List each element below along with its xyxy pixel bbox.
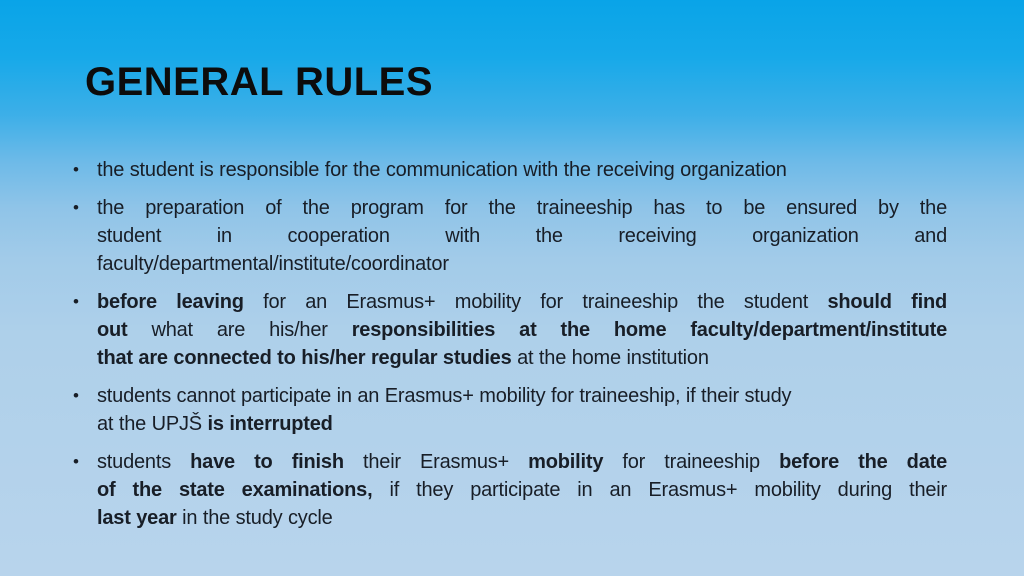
bullet-text-line bbox=[97, 448, 947, 476]
bullet-list bbox=[73, 156, 947, 542]
text-segment: for an Erasmus+ mobility for traineeship the student bbox=[243, 291, 828, 313]
text-segment: students bbox=[97, 451, 191, 473]
text-segment: before leaving bbox=[97, 291, 244, 313]
text-segment: the student is responsible for the communication with the receiving organization bbox=[97, 159, 787, 181]
bullet-text-line bbox=[97, 222, 947, 250]
text-segment: responsibilities at the home faculty/department/institute bbox=[351, 319, 948, 341]
bullet-lines bbox=[97, 288, 947, 372]
text-segment: faculty/departmental/institute/coordinator bbox=[97, 253, 449, 275]
text-segment: have to finish bbox=[190, 451, 344, 473]
bullet-text-line bbox=[97, 344, 947, 372]
bullet-lines bbox=[97, 194, 947, 278]
bullet-marker: • bbox=[73, 386, 79, 405]
text-segment: at the UPJŠ bbox=[97, 413, 208, 435]
bullet-marker: • bbox=[73, 292, 79, 311]
text-segment: should find bbox=[827, 291, 947, 313]
bullet-text-line bbox=[97, 316, 947, 344]
bullet-marker: • bbox=[73, 160, 79, 179]
bullet-text-line bbox=[97, 194, 947, 222]
text-segment: students cannot participate in an Erasmus+ mobility for traineeship, if their study bbox=[97, 385, 792, 407]
text-segment: mobility bbox=[528, 451, 604, 473]
text-segment: that are connected to his/her regular studies bbox=[97, 347, 512, 369]
text-segment: of the state examinations, bbox=[97, 479, 373, 501]
bullet-item bbox=[73, 448, 947, 532]
bullet-item bbox=[73, 288, 947, 372]
bullet-lines bbox=[97, 156, 947, 184]
bullet-text-line bbox=[97, 410, 947, 438]
bullet-text-line bbox=[97, 156, 947, 184]
bullet-item bbox=[73, 156, 947, 184]
bullet-text-line bbox=[97, 288, 947, 316]
text-segment: what are his/her bbox=[127, 319, 352, 341]
bullet-marker: • bbox=[73, 198, 79, 217]
text-segment: if they participate in an Erasmus+ mobility during their bbox=[372, 479, 947, 501]
bullet-text-line bbox=[97, 382, 947, 410]
text-segment: out bbox=[97, 319, 128, 341]
text-segment: the preparation of the program for the traineeship has to be ensured by the bbox=[97, 197, 947, 219]
slide-title: GENERAL RULES bbox=[85, 60, 434, 104]
bullet-text-line bbox=[97, 476, 947, 504]
bullet-lines bbox=[97, 382, 947, 438]
text-segment: student in cooperation with the receiving organization and bbox=[97, 225, 947, 247]
bullet-text-line bbox=[97, 504, 947, 532]
text-segment: for traineeship bbox=[603, 451, 780, 473]
text-segment: last year bbox=[97, 507, 177, 529]
text-segment: is interrupted bbox=[207, 413, 333, 435]
bullet-item bbox=[73, 194, 947, 278]
bullet-marker: • bbox=[73, 452, 79, 471]
text-segment: their Erasmus+ bbox=[343, 451, 529, 473]
text-segment: at the home institution bbox=[511, 347, 709, 369]
text-segment: in the study cycle bbox=[176, 507, 333, 529]
bullet-text-line bbox=[97, 250, 947, 278]
text-segment: before the date bbox=[779, 451, 947, 473]
bullet-item bbox=[73, 382, 947, 438]
bullet-lines bbox=[97, 448, 947, 532]
